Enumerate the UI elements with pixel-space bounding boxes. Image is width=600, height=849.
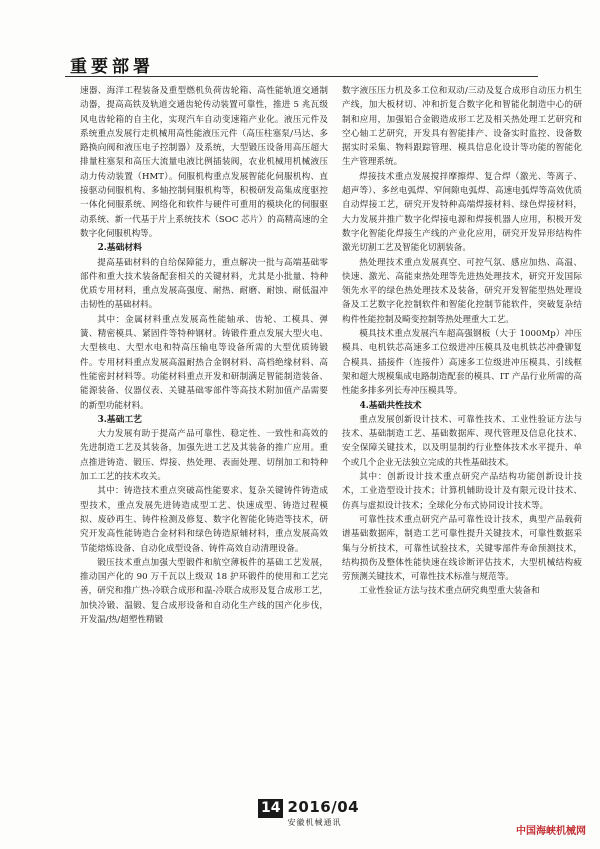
paragraph: 其中：创新设计技术重点研究产品结构功能创新设计技术，工业造型设计技术；计算机辅助设计及有限元设计技术、仿真与虚拟设计技术；全球化分布式协同设计技术等。 <box>342 472 582 511</box>
section-heading: 3.基础工艺 <box>97 414 142 425</box>
right-column <box>342 84 582 599</box>
issue-date: 2016/04 <box>287 798 360 816</box>
paragraph: 数字液压压力机及多工位和双动/三动及复合成形自动压力机生产线，加大板材切、冲和折复合数字化和智能化制造中心的研制和应用，加强铝合金锻造成形工艺及相关热处理工艺研究和空心轴工艺研究，开发具有智能排产、设备实时监控、设备数据实时采集、物料跟踪管理、模具信息化设计等功能的智能化生产管理系统。 <box>342 86 582 168</box>
paragraph: 锻压技术重点加强大型锻件和航空薄板件的基础工艺发展，推动国产化的 90 万千瓦以上级双 18 护环锻件的使用和工艺完善，研究和推广热-冷联合成形和温-冷联合成形及复合成形工艺，加快冷锻、温锻、复合成形设备和自动化生产线的国产化步伐，开发温/热/超塑性精锻 <box>80 557 328 625</box>
paragraph: 模具技术重点发展汽车超高强钢板（大于 1000Mp）冲压模具、电机铁芯高速多工位级进冲压模具及电机铁芯冲叠铆复合模具、插接件（连接件）高速多工位级进冲压模具、引线框架和超大规模集成电路制造配套的模具、IT 产品行业所需的高性能多排多列长寿冲压模具等。 <box>342 329 582 397</box>
section-heading: 2.基础材料 <box>97 243 142 254</box>
section-header: 重要部署 <box>70 57 154 77</box>
paragraph: 大力发展有助于提高产品可靠性、稳定性、一致性和高效的先进制造工艺及其装备，加强先进工艺及其装备的推广应用。重点推进铸造、锻压、焊接、热处理、表面处理、切削加工和特种加工工艺的技术攻关。 <box>80 429 328 483</box>
paragraph: 提高基础材料的自给保障能力，重点解决一批与高端基础零部件和重大技术装备配套相关的关键材料，尤其是小批量、特种优质专用材料，重点发展高强度、耐热、耐磨、耐蚀、耐低温冲击韧性的基础材料。 <box>80 257 328 311</box>
header-rule <box>65 76 538 77</box>
watermark-text: 中国海峡机械网 <box>516 826 586 837</box>
left-column <box>80 84 328 627</box>
paragraph: 热处理技术重点发展真空、可控气氛、感应加热、高温、快速、激光、高能束热处理等先进热处理技术，研究开发国际领先水平的绿色热处理技术及装备，研究开发智能型热处理设备及工艺数字化控制软件和智能化控制节能软件，突破复杂结构件性能控制及畸变控制等热处理重大工艺。 <box>342 257 582 325</box>
paragraph: 重点发展创新设计技术、可靠性技术、工业性验证方法与技术、基础制造工艺、基础数据库、现代管理及信息化技术、安全保障关键技术，以及明显制约行业整体技术水平提升、单个或几个企业无法独立完成的共性基础技术。 <box>342 414 582 468</box>
paragraph: 焊接技术重点发展搅拌摩擦焊、复合焊（激光、等离子、超声等）、多丝电弧焊、窄间隙电弧焊、高速电弧焊等高效优质自动焊接工艺，研究开发特种高端焊接材料、绿色焊接材料，大力发展并推广数字化焊接电源和焊接机器人应用，积极开发数字化智能化焊接生产线的产业化应用，研究开发异形结构件激光切割工艺及智能化切割装备。 <box>342 171 582 254</box>
section-heading: 4.基础共性技术 <box>359 400 422 411</box>
paragraph: 其中：金属材料重点发展高性能轴承、齿轮、工模具、弹簧、精密模具、紧固件等特种钢材。铸锻件重点发展大型火电、大型核电、大型水电和特高压输电等设备所需的大型优质铸锻件。专用材料重点发展高温耐热合金钢材料、高档绝缘材料、高性能密封材料等。功能材料重点开发和研制满足智能制造装备、能源装备、仪器仪表、关键基础零部件等高技术附加值产品需要的新型功能材料。 <box>80 314 328 411</box>
page-number: 14 <box>258 799 283 818</box>
paragraph: 速器、海洋工程装备及重型燃机负荷齿轮箱、高性能轨道交通制动器，提高高铁及轨道交通齿轮传动装置可靠性，推进 5 兆瓦级风电齿轮箱的自主化，实现汽车自动变速箱产业化。液压元件及系统重点发展行走机械用高性能液压元件（高压柱塞泵/马达、多路换向阀和液压电子控制器）及系统，大型锻压设备用高压超大排量柱塞泵和高压大流量电液比例插装阀，农业机械用机械液压动力传动装置（HMT）。伺服机构重点发展智能化伺服机构、直接驱动伺服机构、多轴控制伺服机构等，积极研发高集成度驱控一体化伺服系统、网络化和软件与硬件可重用的模块化的伺服驱动系统、新一代基于片上系统技术（SOC 芯片）的高精高速的全数字化伺服机构等。 <box>80 86 328 239</box>
paragraph: 可靠性技术重点研究产品可靠性设计技术，典型产品载荷谱基础数据库，制造工艺可靠性提升关键技术，可靠性数据采集与分析技术，可靠性试验技术，关键零部件寿命预测技术，结构损伤及整体性能快速在线诊断评估技术，大型机械结构疲劳预测关键技术，可靠性技术标准与规范等。 <box>342 514 582 583</box>
page-footer <box>258 799 359 828</box>
journal-name: 安徽机械通讯 <box>287 818 342 827</box>
paragraph: 工业性验证方法与技术重点研究典型重大装备和 <box>359 586 540 597</box>
paragraph: 其中：铸造技术重点突破高性能要求、复杂关键铸件铸造成型技术，重点发展先进铸造成型工艺、快速成型、铸造过程模拟、废砂再生、铸件检测及修复、数字化智能化铸造等技术，研究开发高性能铸造合金材料和绿色铸造原辅材料，重点发展高效节能熔炼设备、自动化成型设备、铸件高效自动清理设备。 <box>80 486 328 554</box>
